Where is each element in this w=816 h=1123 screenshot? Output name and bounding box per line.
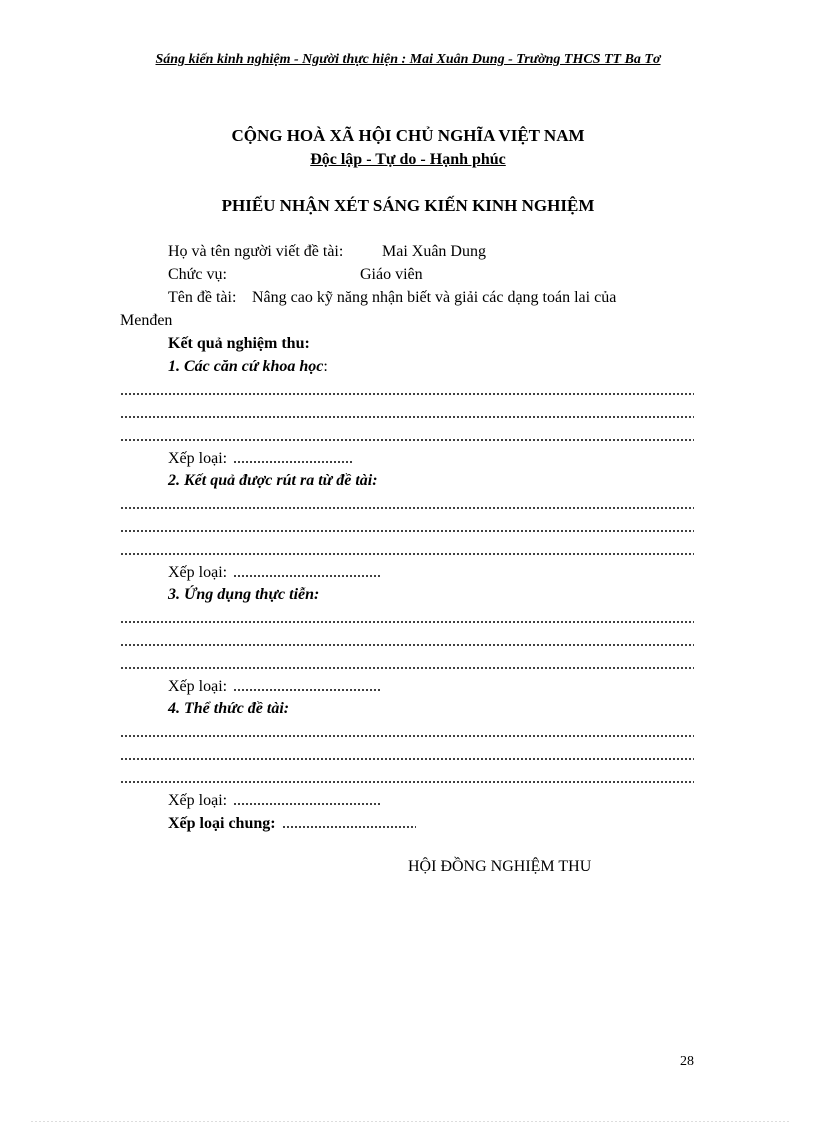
rating-label: Xếp loại: [168,678,228,695]
rating-blank [233,689,381,691]
page-number: 28 [680,1054,694,1069]
rating-blank [233,803,381,805]
results-heading: Kết quả nghiệm thu: [168,335,310,352]
overall-rating [168,814,416,834]
overall-rating-label: Xếp loại chung: [168,815,276,832]
answer-line [120,393,694,395]
section-4-title-text: 4. Thể thức đề tài: [168,700,290,717]
answer-line [120,781,694,783]
answer-line [120,644,694,646]
answer-line [120,416,694,418]
answer-line [120,735,694,737]
author-label: Họ và tên người viết đề tài: [168,243,344,260]
section-4-title [168,699,289,719]
section-2-rating [168,563,381,583]
answer-line [120,758,694,760]
topic-label: Tên đề tài: [168,289,237,306]
position-label: Chức vụ: [168,266,227,283]
rating-label: Xếp loại: [168,450,228,467]
answer-line [120,621,694,623]
section-1-title-text: 1. Các căn cứ khoa học [168,358,324,375]
topic-value-line1: Nâng cao kỹ năng nhận biết và giải các dạng toán lai của [252,289,617,306]
section-1-title [168,357,328,377]
section-1-rating [168,449,353,469]
rating-label: Xếp loại: [168,564,228,581]
section-3-title-text: 3. Ứng dụng thực tiễn: [168,586,320,603]
answer-line [120,507,694,509]
rating-blank [233,575,381,577]
section-3-rating [168,677,381,697]
national-title: CỘNG HOÀ XÃ HỘI CHỦ NGHĨA VIỆT NAM [231,126,585,145]
section-1-title-suffix: : [323,358,328,375]
topic-value-line2: Menđen [120,312,173,329]
answer-line [120,439,694,441]
national-motto: Độc lập - Tự do - Hạnh phúc [310,151,506,168]
rating-blank [233,461,353,463]
page-header: Sáng kiến kinh nghiệm - Người thực hiện : Mai Xuân Dung - Trường THCS TT Ba Tơ [155,52,661,67]
form-title: PHIẾU NHẬN XÉT SÁNG KIẾN KINH NGHIỆM [221,196,595,215]
section-2-title-text: 2. Kết quả được rút ra từ đề tài: [168,472,378,489]
section-2-title [168,471,378,491]
overall-rating-blank [282,826,416,828]
council-signature-title: HỘI ĐỒNG NGHIỆM THU [408,858,592,875]
footer-rule [30,1121,790,1122]
rating-label: Xếp loại: [168,792,228,809]
answer-line [120,553,694,555]
answer-line [120,530,694,532]
author-value: Mai Xuân Dung [382,243,486,260]
section-3-title [168,585,319,605]
answer-line [120,667,694,669]
position-value: Giáo viên [360,266,423,283]
section-4-rating [168,791,381,811]
